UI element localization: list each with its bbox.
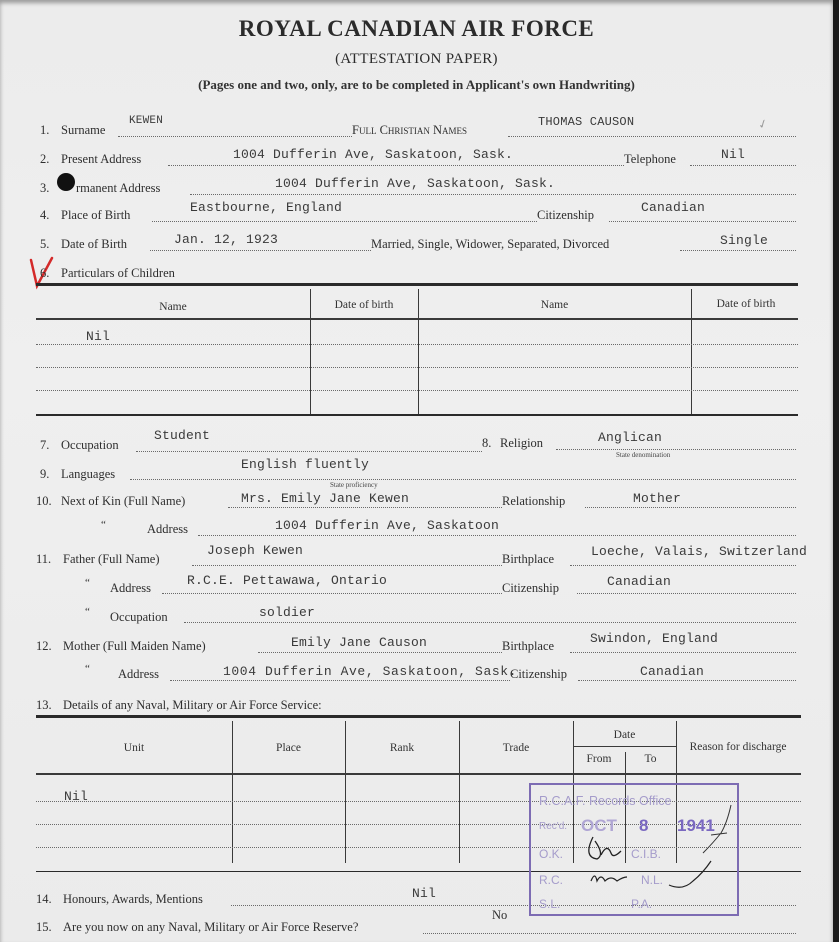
permanent-address-label: rmanent Address <box>76 181 161 195</box>
q12-number: 12. <box>36 639 52 653</box>
ditto-mark: “ <box>85 577 90 589</box>
father-birthplace-label: Birthplace <box>502 552 555 566</box>
stamp-cib-label: C.I.B. <box>631 847 662 861</box>
surname-label: Surname <box>61 123 106 137</box>
father-name-label: Father (Full Name) <box>63 552 160 566</box>
q13-number: 13. <box>36 698 52 712</box>
mother-citizenship-value: Canadian <box>640 664 705 679</box>
mother-birthplace-label: Birthplace <box>502 639 555 653</box>
q1-number: 1. <box>40 123 50 137</box>
q4-number: 4. <box>40 208 50 222</box>
ditto-mark: “ <box>85 606 90 618</box>
stamp-ok-label: O.K. <box>539 847 564 861</box>
document-instructions: (Pages one and two, only, are to be completed in Applicant's own Handwriting) <box>198 77 635 92</box>
religion-hint: State denomination <box>616 451 671 459</box>
service-col-reason: Reason for discharge <box>689 741 787 753</box>
father-occupation-value: soldier <box>259 605 316 620</box>
father-address-label: Address <box>110 581 151 595</box>
service-row-1-unit: Nil <box>64 789 89 804</box>
telephone-label: Telephone <box>624 152 676 166</box>
reserve-answer-value: No <box>492 908 508 922</box>
date-of-birth-label: Date of Birth <box>61 237 127 251</box>
service-col-rank: Rank <box>389 742 415 754</box>
relationship-value: Mother <box>633 491 682 506</box>
occupation-value: Student <box>154 428 211 443</box>
honours-label: Honours, Awards, Mentions <box>63 892 203 906</box>
children-label: Particulars of Children <box>61 266 175 280</box>
children-col-dob-1: Date of birth <box>334 299 394 311</box>
christian-names-label: Full Christian Names <box>352 123 468 137</box>
document-title: ROYAL CANADIAN AIR FORCE <box>238 16 595 41</box>
service-col-to: To <box>644 753 657 765</box>
languages-hint: State proficiency <box>330 481 378 489</box>
surname-value: KEWEN <box>129 115 164 127</box>
children-table-top-rule <box>36 283 798 286</box>
father-birthplace-value: Loeche, Valais, Switzerland <box>591 544 808 559</box>
q10-number: 10. <box>36 494 52 508</box>
father-citizenship-value: Canadian <box>607 574 672 589</box>
place-of-birth-value: Eastbourne, England <box>190 200 343 215</box>
christian-names-value: THOMAS CAUSON <box>538 115 635 129</box>
next-of-kin-address-label: Address <box>147 522 188 536</box>
next-of-kin-address-value: 1004 Dufferin Ave, Saskatoon <box>275 518 500 533</box>
stamp-month: OCT <box>581 816 617 835</box>
children-col-name-2: Name <box>540 299 569 311</box>
q15-number: 15. <box>36 920 52 934</box>
children-col-dob-2: Date of birth <box>716 298 776 310</box>
q3-number: 3. <box>40 181 50 195</box>
q6-number: 6. <box>40 266 50 280</box>
father-name-value: Joseph Kewen <box>207 543 304 558</box>
service-col-place: Place <box>276 742 301 754</box>
ditto-mark: “ <box>85 663 90 675</box>
mother-name-value: Emily Jane Causon <box>291 635 428 650</box>
languages-label: Languages <box>61 467 116 481</box>
handwritten-initials-icon <box>531 785 741 918</box>
records-office-stamp <box>529 783 739 916</box>
religion-value: Anglican <box>598 430 663 445</box>
q11-number: 11. <box>36 552 52 566</box>
service-col-date: Date <box>613 729 636 741</box>
q7-number: 7. <box>40 438 50 452</box>
service-table-top-rule <box>36 715 801 718</box>
stamp-nl-label: N.L. <box>641 873 664 887</box>
reserve-question-label: Are you now on any Naval, Military or Air Force Reserve? <box>63 920 359 934</box>
punch-hole <box>57 173 75 191</box>
ditto-mark: “ <box>101 519 106 531</box>
mother-name-label: Mother (Full Maiden Name) <box>63 639 206 653</box>
service-col-from: From <box>586 753 612 765</box>
service-col-unit: Unit <box>123 742 145 754</box>
stamp-year: 1941 <box>677 816 715 835</box>
citizenship-value: Canadian <box>641 200 706 215</box>
q2-number: 2. <box>40 152 50 166</box>
check-mark-icon: ✓ <box>755 115 771 133</box>
father-address-value: R.C.E. Pettawawa, Ontario <box>187 573 388 588</box>
occupation-label: Occupation <box>61 438 119 452</box>
mother-birthplace-value: Swindon, England <box>590 631 719 646</box>
next-of-kin-value: Mrs. Emily Jane Kewen <box>241 491 410 506</box>
father-occupation-label: Occupation <box>110 610 168 624</box>
mother-address-value: 1004 Dufferin Ave, Saskatoon, Sask. <box>223 664 518 679</box>
languages-value: English fluently <box>241 457 370 472</box>
stamp-office-name: R.C.A.F. Records Office <box>539 794 672 808</box>
present-address-label: Present Address <box>61 152 142 166</box>
relationship-label: Relationship <box>502 494 566 508</box>
service-details-label: Details of any Naval, Military or Air Force Service: <box>63 698 322 712</box>
next-of-kin-label: Next of Kin (Full Name) <box>61 494 186 508</box>
stamp-day: 8 <box>639 816 649 835</box>
stamp-sl-label: S.L. <box>539 897 561 911</box>
q5-number: 5. <box>40 237 50 251</box>
stamp-rc-label: R.C. <box>539 873 563 887</box>
permanent-address-value: 1004 Dufferin Ave, Saskatoon, Sask. <box>275 176 556 191</box>
father-citizenship-label: Citizenship <box>502 581 559 595</box>
citizenship-label: Citizenship <box>537 208 594 222</box>
marital-status-value: Single <box>720 233 769 248</box>
mother-address-label: Address <box>118 667 159 681</box>
religion-label: Religion <box>500 436 544 450</box>
q9-number: 9. <box>40 467 50 481</box>
mother-citizenship-label: Citizenship <box>510 667 567 681</box>
present-address-value: 1004 Dufferin Ave, Saskatoon, Sask. <box>233 147 514 162</box>
telephone-value: Nil <box>721 147 746 162</box>
children-row-1-name: Nil <box>86 329 111 344</box>
service-col-trade: Trade <box>502 742 530 754</box>
q8-number: 8. <box>482 436 492 450</box>
children-col-name-1: Name <box>159 301 187 313</box>
date-of-birth-value: Jan. 12, 1923 <box>174 232 279 247</box>
stamp-pa-label: P.A. <box>631 897 653 911</box>
honours-value: Nil <box>412 886 437 901</box>
marital-status-label: Married, Single, Widower, Separated, Divorced <box>371 237 610 251</box>
stamp-received-label: Rec'd. <box>539 821 568 832</box>
document-subtitle: (ATTESTATION PAPER) <box>335 51 498 67</box>
place-of-birth-label: Place of Birth <box>61 208 131 222</box>
q14-number: 14. <box>36 892 52 906</box>
